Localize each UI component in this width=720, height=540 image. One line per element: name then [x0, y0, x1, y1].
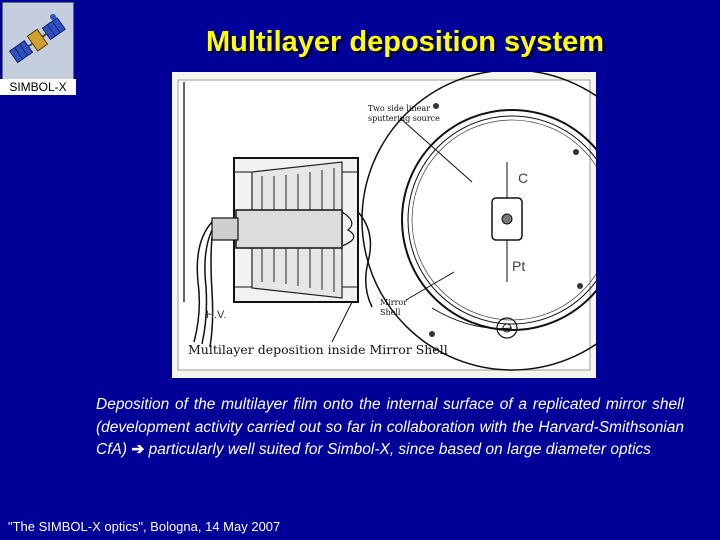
hv-label: H.V. — [206, 309, 227, 321]
deposition-figure — [172, 72, 596, 378]
platinum-label: Pt — [512, 258, 526, 274]
description-part-2: particularly well suited for Simbol-X, since based on large diameter optics — [148, 441, 651, 458]
arrow-icon: ➔ — [131, 441, 145, 458]
sputtering-source-label: Two side linear sputtering source — [368, 104, 440, 123]
satellite-icon — [3, 3, 73, 79]
description-part-1: Deposition of the multilayer film onto the internal surface of a replicated mirror shell (development activity carried out so far in collaboration with the Harvard-Smithsonian CfA) — [96, 396, 684, 458]
logo-label: SIMBOL-X — [0, 79, 76, 95]
figure-caption: Multilayer deposition inside Mirror Shell — [188, 342, 448, 357]
footer-text: "The SIMBOL-X optics", Bologna, 14 May 2007 — [8, 519, 281, 534]
page-title: Multilayer deposition system — [205, 26, 605, 58]
description-text — [96, 394, 684, 462]
simbol-x-logo — [2, 2, 74, 80]
carbon-label: C — [518, 170, 529, 186]
mirror-shell-label: Mirror Shell — [380, 298, 408, 317]
